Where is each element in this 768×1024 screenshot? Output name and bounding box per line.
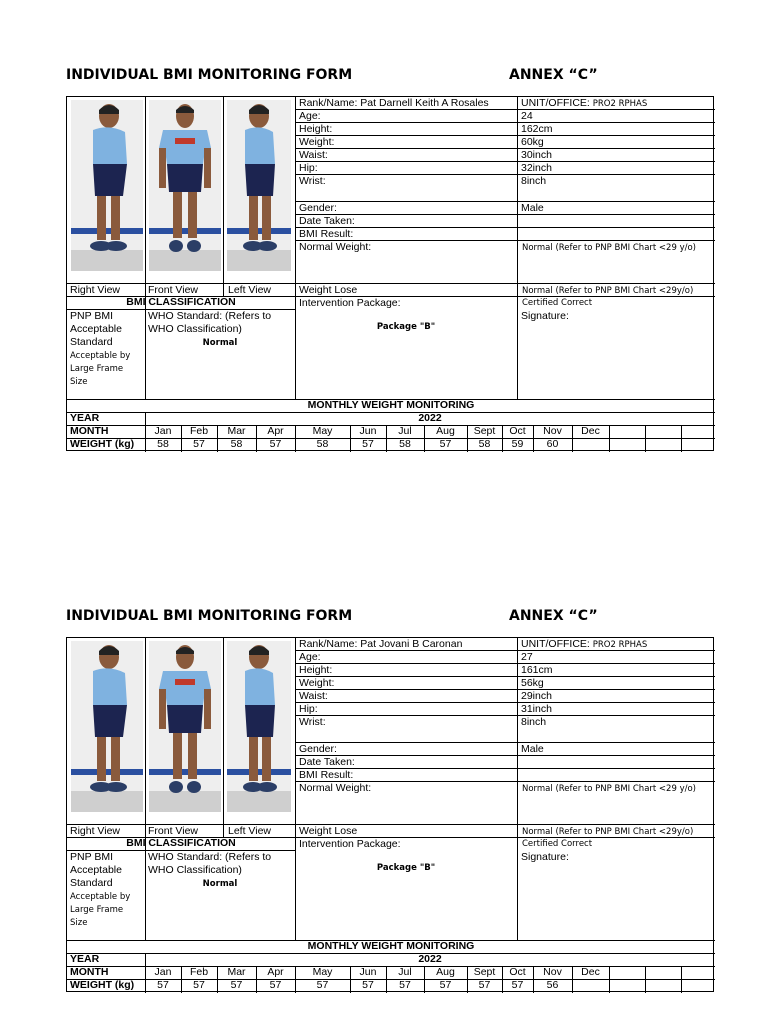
wrist-value: 8inch xyxy=(521,175,547,187)
weight-cell: 58 xyxy=(478,438,491,450)
intervention-label: Intervention Package: xyxy=(299,838,401,850)
pnp-small-line1: Acceptable by xyxy=(70,892,131,902)
weight-cell: 57 xyxy=(269,438,282,450)
month-cell: Feb xyxy=(189,966,209,978)
month-cell: Mar xyxy=(227,966,246,978)
weight-value: 60kg xyxy=(521,136,544,148)
wrist-label: Wrist: xyxy=(299,175,326,187)
month-cell: Nov xyxy=(543,966,562,978)
form-title: INDIVIDUAL BMI MONITORING FORM xyxy=(66,608,353,624)
weight-cell: 57 xyxy=(511,979,524,991)
weight-lose-label: Weight Lose xyxy=(299,825,358,837)
height-label: Height: xyxy=(299,664,333,676)
weight-cell: 58 xyxy=(316,438,329,450)
weight-cell: 57 xyxy=(362,438,374,450)
weight-cell: 57 xyxy=(316,979,329,991)
pnp-small-line3: Size xyxy=(70,918,88,928)
waist-value: 30inch xyxy=(521,149,552,161)
who-line2: WHO Classification) xyxy=(148,323,242,335)
month-cell: May xyxy=(312,425,333,437)
front-view-photo xyxy=(149,100,221,271)
right-view-label: Right View xyxy=(70,825,120,837)
month-cell: Jul xyxy=(398,966,412,978)
month-cell: Mar xyxy=(227,425,246,437)
weight-cell: 57 xyxy=(478,979,491,991)
height-label: Height: xyxy=(299,123,333,135)
hip-label: Hip: xyxy=(299,703,318,715)
month-cell: Feb xyxy=(189,425,209,437)
weight-cell: 58 xyxy=(157,438,169,450)
front-view-label: Front View xyxy=(148,284,198,296)
unit-office-label: UNIT/OFFICE: PRO2 RPHAS xyxy=(521,97,648,109)
year-label: YEAR xyxy=(70,412,100,424)
rank-name: Rank/Name: Pat Jovani B Caronan xyxy=(299,638,463,650)
month-cell: Apr xyxy=(267,966,284,978)
bmi-classification-header: BMI CLASSIFICATION xyxy=(126,296,236,308)
package-value: Package "B" xyxy=(376,863,436,873)
weight-kg-label: WEIGHT (kg) xyxy=(70,438,135,450)
pnp-bmi-line3: Standard xyxy=(70,336,113,348)
weight-cell: 58 xyxy=(399,438,411,450)
pnp-bmi-line1: PNP BMI xyxy=(70,310,113,322)
who-result: Normal xyxy=(202,338,238,348)
height-value: 161cm xyxy=(521,664,553,676)
bmi-form-2 xyxy=(0,608,768,1011)
bmi-result-label: BMI Result: xyxy=(299,228,354,240)
year-value: 2022 xyxy=(418,953,442,965)
left-view-label: Left View xyxy=(228,284,271,296)
weight-cell: 57 xyxy=(230,979,243,991)
weight-cell: 56 xyxy=(546,979,559,991)
month-cell: Jan xyxy=(154,425,172,437)
certified-correct: Certified Correct xyxy=(522,839,593,849)
month-cell: Sept xyxy=(473,966,496,978)
hip-value: 32inch xyxy=(521,162,552,174)
who-line1: WHO Standard: (Refers to xyxy=(148,851,272,863)
signature-label: Signature: xyxy=(521,310,569,322)
left-view-label: Left View xyxy=(228,825,271,837)
age-label: Age: xyxy=(299,651,321,663)
weight-cell: 57 xyxy=(193,438,205,450)
weight-cell: 57 xyxy=(362,979,374,991)
normal-weight-note: Normal (Refer to PNP BMI Chart <29 y/o) xyxy=(522,784,696,794)
who-line2: WHO Classification) xyxy=(148,864,242,876)
pnp-bmi-line3: Standard xyxy=(70,877,113,889)
bmi-result-label: BMI Result: xyxy=(299,769,354,781)
hip-value: 31inch xyxy=(521,703,552,715)
right-view-photo xyxy=(71,641,143,812)
pnp-small-line2: Large Frame xyxy=(70,905,124,915)
month-cell: Jun xyxy=(359,966,377,978)
weight-label: Weight: xyxy=(299,136,335,148)
signature-label: Signature: xyxy=(521,851,569,863)
right-view-label: Right View xyxy=(70,284,120,296)
month-cell: Jun xyxy=(359,425,377,437)
month-cell: Jan xyxy=(154,966,172,978)
pnp-bmi-line2: Acceptable xyxy=(70,323,122,335)
certified-correct: Certified Correct xyxy=(522,298,593,308)
hip-label: Hip: xyxy=(299,162,318,174)
date-taken-label: Date Taken: xyxy=(299,756,355,768)
who-result: Normal xyxy=(202,879,238,889)
pnp-bmi-line1: PNP BMI xyxy=(70,851,113,863)
age-value: 24 xyxy=(521,110,533,122)
bmi-classification-header: BMI CLASSIFICATION xyxy=(126,837,236,849)
wrist-label: Wrist: xyxy=(299,716,326,728)
left-view-photo xyxy=(227,100,291,271)
monthly-monitoring-title: MONTHLY WEIGHT MONITORING xyxy=(307,940,475,952)
month-cell: Nov xyxy=(543,425,562,437)
waist-value: 29inch xyxy=(521,690,552,702)
annex-label: ANNEX “C” xyxy=(509,67,598,83)
unit-office-value: PRO2 RPHAS xyxy=(592,640,648,650)
month-label: MONTH xyxy=(70,966,109,978)
weight-cell: 57 xyxy=(269,979,282,991)
weight-label: Weight: xyxy=(299,677,335,689)
form-grid xyxy=(66,96,714,451)
weight-cell: 57 xyxy=(439,979,452,991)
pnp-small-line3: Size xyxy=(70,377,88,387)
unit-office-label: UNIT/OFFICE: PRO2 RPHAS xyxy=(521,638,648,650)
pnp-bmi-line2: Acceptable xyxy=(70,864,122,876)
left-view-photo xyxy=(227,641,291,812)
year-label: YEAR xyxy=(70,953,100,965)
height-value: 162cm xyxy=(521,123,553,135)
month-cell: Sept xyxy=(473,425,496,437)
waist-label: Waist: xyxy=(299,149,328,161)
weight-lose-note: Normal (Refer to PNP BMI Chart <29y/o) xyxy=(522,286,694,296)
weight-cell: 58 xyxy=(230,438,243,450)
weight-cell: 57 xyxy=(399,979,411,991)
weight-cell: 57 xyxy=(439,438,452,450)
waist-label: Waist: xyxy=(299,690,328,702)
weight-kg-label: WEIGHT (kg) xyxy=(70,979,135,991)
normal-weight-note: Normal (Refer to PNP BMI Chart <29 y/o) xyxy=(522,243,696,253)
wrist-value: 8inch xyxy=(521,716,547,728)
gender-label: Gender: xyxy=(299,202,337,214)
normal-weight-label: Normal Weight: xyxy=(299,782,372,794)
unit-office-value: PRO2 RPHAS xyxy=(592,99,648,109)
normal-weight-label: Normal Weight: xyxy=(299,241,372,253)
package-value: Package "B" xyxy=(376,322,436,332)
month-cell: Apr xyxy=(267,425,284,437)
month-cell: Aug xyxy=(436,966,455,978)
rank-name: Rank/Name: Pat Darnell Keith A Rosales xyxy=(299,97,489,109)
right-view-photo xyxy=(71,100,143,271)
month-cell: Oct xyxy=(509,425,526,437)
front-view-label: Front View xyxy=(148,825,198,837)
gender-label: Gender: xyxy=(299,743,337,755)
month-cell: Oct xyxy=(509,966,526,978)
monthly-monitoring-title: MONTHLY WEIGHT MONITORING xyxy=(307,399,475,411)
year-value: 2022 xyxy=(418,412,442,424)
weight-cell: 59 xyxy=(511,438,524,450)
form-title: INDIVIDUAL BMI MONITORING FORM xyxy=(66,67,353,83)
gender-value: Male xyxy=(521,202,544,214)
month-cell: Dec xyxy=(581,966,600,978)
weight-lose-label: Weight Lose xyxy=(299,284,358,296)
bmi-form-1 xyxy=(0,67,768,470)
weight-cell: 57 xyxy=(193,979,205,991)
front-view-photo xyxy=(149,641,221,812)
month-cell: Aug xyxy=(436,425,455,437)
age-value: 27 xyxy=(521,651,533,663)
weight-value: 56kg xyxy=(521,677,544,689)
weight-lose-note: Normal (Refer to PNP BMI Chart <29y/o) xyxy=(522,827,694,837)
weight-cell: 57 xyxy=(157,979,169,991)
annex-label: ANNEX “C” xyxy=(509,608,598,624)
pnp-small-line1: Acceptable by xyxy=(70,351,131,361)
age-label: Age: xyxy=(299,110,321,122)
intervention-label: Intervention Package: xyxy=(299,297,401,309)
pnp-small-line2: Large Frame xyxy=(70,364,124,374)
who-line1: WHO Standard: (Refers to xyxy=(148,310,272,322)
date-taken-label: Date Taken: xyxy=(299,215,355,227)
weight-cell: 60 xyxy=(546,438,559,450)
month-cell: Dec xyxy=(581,425,600,437)
month-cell: May xyxy=(312,966,333,978)
form-grid xyxy=(66,637,714,992)
month-label: MONTH xyxy=(70,425,109,437)
gender-value: Male xyxy=(521,743,544,755)
month-cell: Jul xyxy=(398,425,412,437)
